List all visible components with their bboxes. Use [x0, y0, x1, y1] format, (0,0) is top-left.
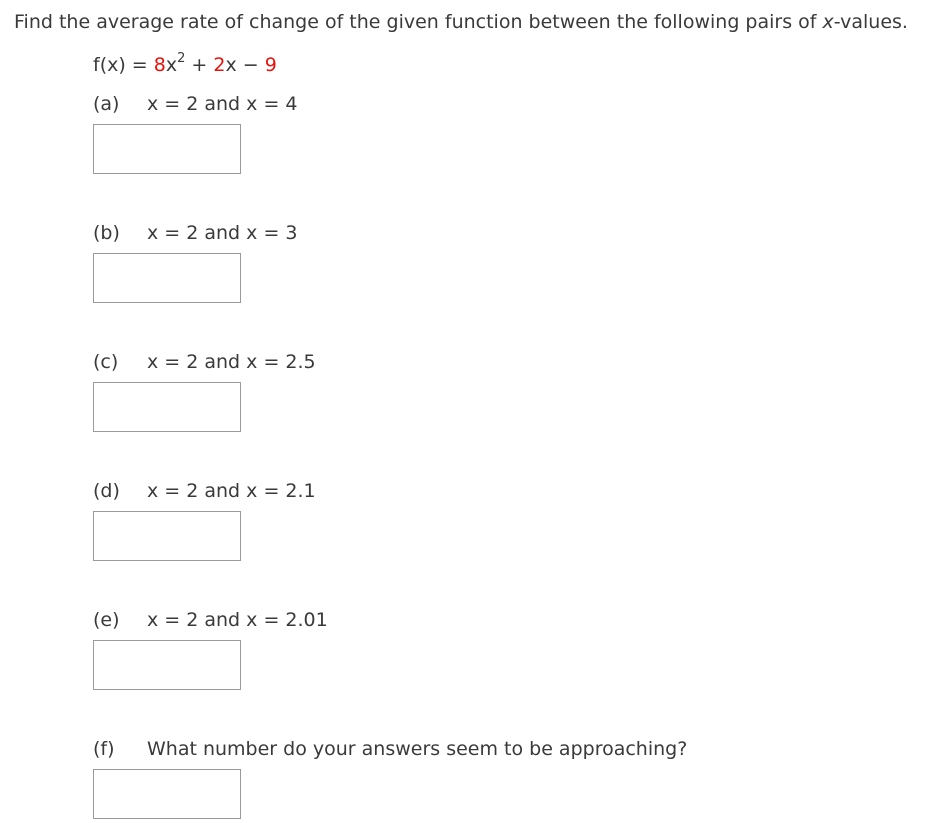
part-a-answer-input[interactable] [93, 124, 241, 174]
part-b-answer-input[interactable] [93, 253, 241, 303]
part-d-answer-input[interactable] [93, 511, 241, 561]
instruction-variable: x [822, 11, 834, 33]
part-b [93, 222, 298, 244]
part-a [93, 93, 298, 115]
part-c-letter: (c) [93, 351, 119, 373]
function-var2: x [225, 54, 237, 76]
function-definition [93, 50, 277, 76]
function-lhs: f(x) = [93, 54, 154, 76]
part-e-letter: (e) [93, 609, 120, 631]
function-plus: + [185, 54, 214, 76]
part-d-prompt: x = 2 and x = 2.1 [147, 480, 316, 502]
function-exponent: 2 [177, 50, 186, 66]
part-d-letter: (d) [93, 480, 120, 502]
part-b-letter: (b) [93, 222, 120, 244]
function-coef1: 8 [153, 54, 166, 76]
function-minus: − [236, 54, 265, 76]
part-f-answer-input[interactable] [93, 769, 241, 819]
part-e-prompt: x = 2 and x = 2.01 [147, 609, 328, 631]
part-f-letter: (f) [93, 738, 115, 760]
part-f-prompt: What number do your answers seem to be approaching? [147, 738, 688, 760]
instruction-before: Find the average rate of change of the given function between the following pairs of [14, 11, 823, 33]
part-c-answer-input[interactable] [93, 382, 241, 432]
function-coef2: 2 [213, 54, 226, 76]
instruction-after: -values. [833, 11, 908, 33]
function-constant: 9 [264, 54, 277, 76]
function-var1: x [165, 54, 178, 76]
part-a-prompt: x = 2 and x = 4 [147, 93, 298, 115]
part-d [93, 480, 316, 502]
part-f [93, 738, 687, 760]
part-c-prompt: x = 2 and x = 2.5 [147, 351, 316, 373]
instruction-text [14, 11, 908, 33]
part-b-prompt: x = 2 and x = 3 [147, 222, 298, 244]
part-e [93, 609, 328, 631]
part-a-letter: (a) [93, 93, 120, 115]
part-c [93, 351, 316, 373]
part-e-answer-input[interactable] [93, 640, 241, 690]
